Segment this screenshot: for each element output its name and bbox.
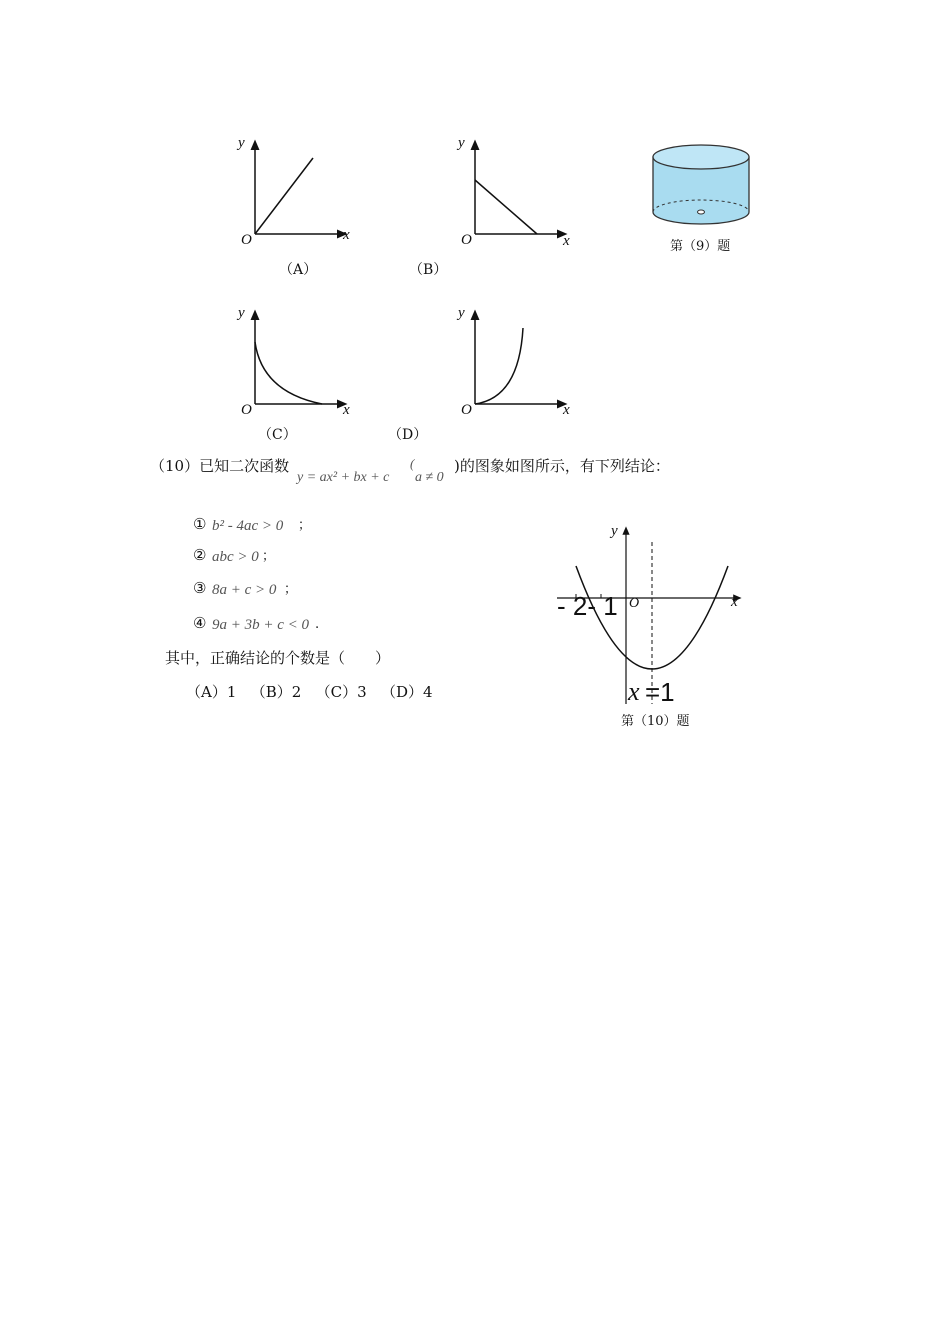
parabola-x-label: x (731, 594, 738, 610)
option-d[interactable]: （D）4 (380, 683, 433, 701)
graph-d-origin: O (461, 402, 472, 418)
graph-d-curve (475, 328, 523, 404)
graph-b-line (475, 180, 537, 234)
statement-3-marker: ③ (193, 579, 207, 597)
axis-eq-value: =1 (645, 677, 675, 707)
q10-function: y = ax² + bx + c (297, 470, 390, 485)
graph-b-origin: O (461, 232, 472, 248)
option-b[interactable]: （B）2 (250, 683, 302, 701)
cylinder-figure (653, 145, 749, 224)
graph-a-y-label: y (238, 135, 245, 151)
fig10-caption: 第（10）题 (621, 714, 690, 729)
parabola-origin: O (629, 596, 640, 611)
statement-3-end: ； (284, 582, 298, 597)
graph-c-label: （C） (258, 427, 297, 443)
q10-options (186, 685, 433, 700)
graph-c-curve (255, 342, 322, 404)
graph-a-origin: O (241, 232, 252, 248)
graph-a-line (255, 158, 313, 234)
hole-icon (698, 210, 705, 214)
option-a[interactable]: （A）1 (186, 683, 237, 701)
statement-1-end: ； (298, 518, 312, 533)
statement-4-expr: 9a + 3b + c < 0 (212, 617, 310, 633)
graph-c (255, 314, 343, 404)
q10-condition: a ≠ 0 (415, 470, 444, 485)
graph-c-origin: O (241, 402, 252, 418)
graph-a-x-label: x (343, 227, 350, 243)
statement-2-expr: abc > 0 (212, 549, 259, 565)
statement-3-expr: 8a + c > 0 (212, 582, 277, 598)
graph-b-x-label: x (563, 233, 570, 249)
graph-a (255, 144, 343, 234)
graph-d-y-label: y (458, 305, 465, 321)
graph-d (475, 314, 563, 404)
graph-a-label: （A） (279, 262, 318, 278)
graph-d-label: （D） (388, 427, 428, 443)
statement-1-marker: ① (193, 515, 207, 533)
q10-question: 其中，正确结论的个数是（ ） (165, 649, 391, 667)
graph-b-label: （B） (409, 262, 448, 278)
graph-c-y-label: y (238, 305, 245, 321)
q10-paren-open: ( (410, 456, 415, 471)
statement-4-end: . (315, 617, 320, 632)
q10-stem-prefix: （10）已知二次函数 (150, 457, 290, 475)
parabola-y-label: y (611, 523, 618, 539)
graph-d-x-label: x (563, 402, 570, 418)
statement-4-marker: ④ (193, 614, 207, 632)
q10-stem-suffix: )的图象如图所示，有下列结论： (454, 457, 670, 475)
fig9-caption: 第（9）题 (670, 239, 731, 254)
parabola-neg-labels: - 2- 1 (557, 591, 618, 621)
graph-b-y-label: y (458, 135, 465, 151)
option-c[interactable]: （C）3 (315, 683, 367, 701)
axis-eq-x: x (628, 677, 640, 706)
statement-2-end: ； (262, 549, 276, 564)
statement-2-marker: ② (193, 546, 207, 564)
graph-b (475, 144, 563, 234)
statement-1-expr: b² - 4ac > 0 (212, 518, 284, 534)
graph-c-x-label: x (343, 402, 350, 418)
